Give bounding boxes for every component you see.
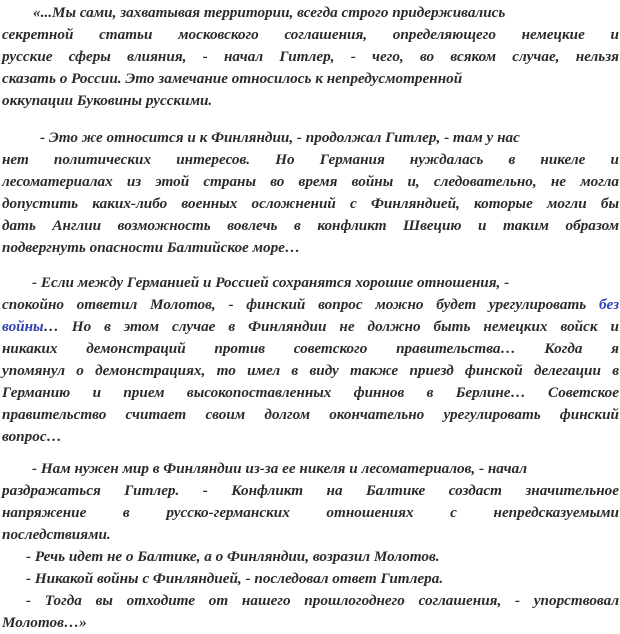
paragraph-4 xyxy=(0,458,620,634)
text-line: раздражаться Гитлер. - Конфликт на Балтике создаст значительное xyxy=(2,482,619,499)
text-line: напряжение в русско-германских отношениях с непредсказуемыми xyxy=(2,504,619,521)
text-line: оккупации Буковины русскими. xyxy=(2,92,213,109)
text-line: допустить каких-либо военных осложнений с Финляндией, которые могли бы xyxy=(2,195,619,212)
paragraph-2 xyxy=(0,127,620,259)
text-line: - Если между Германией и Россией сохранятся хорошие отношения, - xyxy=(32,274,510,291)
text-line: русские сферы влияния, - начал Гитлер, - чего, во всяком случае, нельзя xyxy=(2,48,619,65)
text-line: - Нам нужен мир в Финляндии из-за ее никеля и лесоматериалов, - начал xyxy=(32,460,528,477)
text-line: нет политических интересов. Но Германия нуждалась в никеле и xyxy=(2,151,619,168)
text-line: «...Мы сами, захватывая территории, всегда строго придерживались xyxy=(33,4,506,21)
text-line: упомянул о демонстрациях, то имел в виду также приезд финской делегации в xyxy=(2,362,619,379)
text-line: никаких демонстраций против советского правительства… Когда я xyxy=(2,340,619,357)
text-line: - Никакой войны с Финляндией, - последовал ответ Гитлера. xyxy=(26,570,444,587)
text-segment: … Но в этом случае в Финляндии не должно быть немецких войск и xyxy=(43,318,619,335)
text-line xyxy=(0,316,620,338)
text-line: последствиями. xyxy=(2,526,111,543)
text-line: - Речь идет не о Балтике, а о Финляндии, возразил Молотов. xyxy=(26,548,440,565)
text-line: сказать о России. Это замечание относилось к непредусмотренной xyxy=(2,70,463,87)
paragraph-3 xyxy=(0,272,620,448)
text-line: Молотов…» xyxy=(2,614,87,631)
text-segment: спокойно ответил Молотов, - финский вопрос можно будет урегулировать xyxy=(2,296,587,313)
text-line: секретной статьи московского соглашения, определяющего немецкие и xyxy=(2,26,619,43)
text-line xyxy=(0,294,620,316)
text-line: - Тогда вы отходите от нашего прошлогоднего соглашения, - упорствовал xyxy=(26,592,619,609)
text-line: Германию и прием высокопоставленных финнов в Берлине… Советское xyxy=(2,384,619,401)
inline-link-part[interactable]: без xyxy=(598,296,619,313)
text-line: лесоматериалах из этой страны во время войны и, следовательно, не могла xyxy=(2,173,619,190)
text-line: правительство считает своим долгом окончательно урегулировать финский xyxy=(2,406,619,423)
text-line: подвергнуть опасности Балтийское море… xyxy=(2,239,301,256)
inline-link-part[interactable]: войны xyxy=(2,318,44,335)
text-line: - Это же относится и к Финляндии, - продолжал Гитлер, - там у нас xyxy=(40,129,520,146)
text-line: вопрос… xyxy=(2,428,62,445)
paragraph-1 xyxy=(0,2,620,112)
text-line: дать Англии возможность вовлечь в конфликт Швецию и таким образом xyxy=(2,217,619,234)
